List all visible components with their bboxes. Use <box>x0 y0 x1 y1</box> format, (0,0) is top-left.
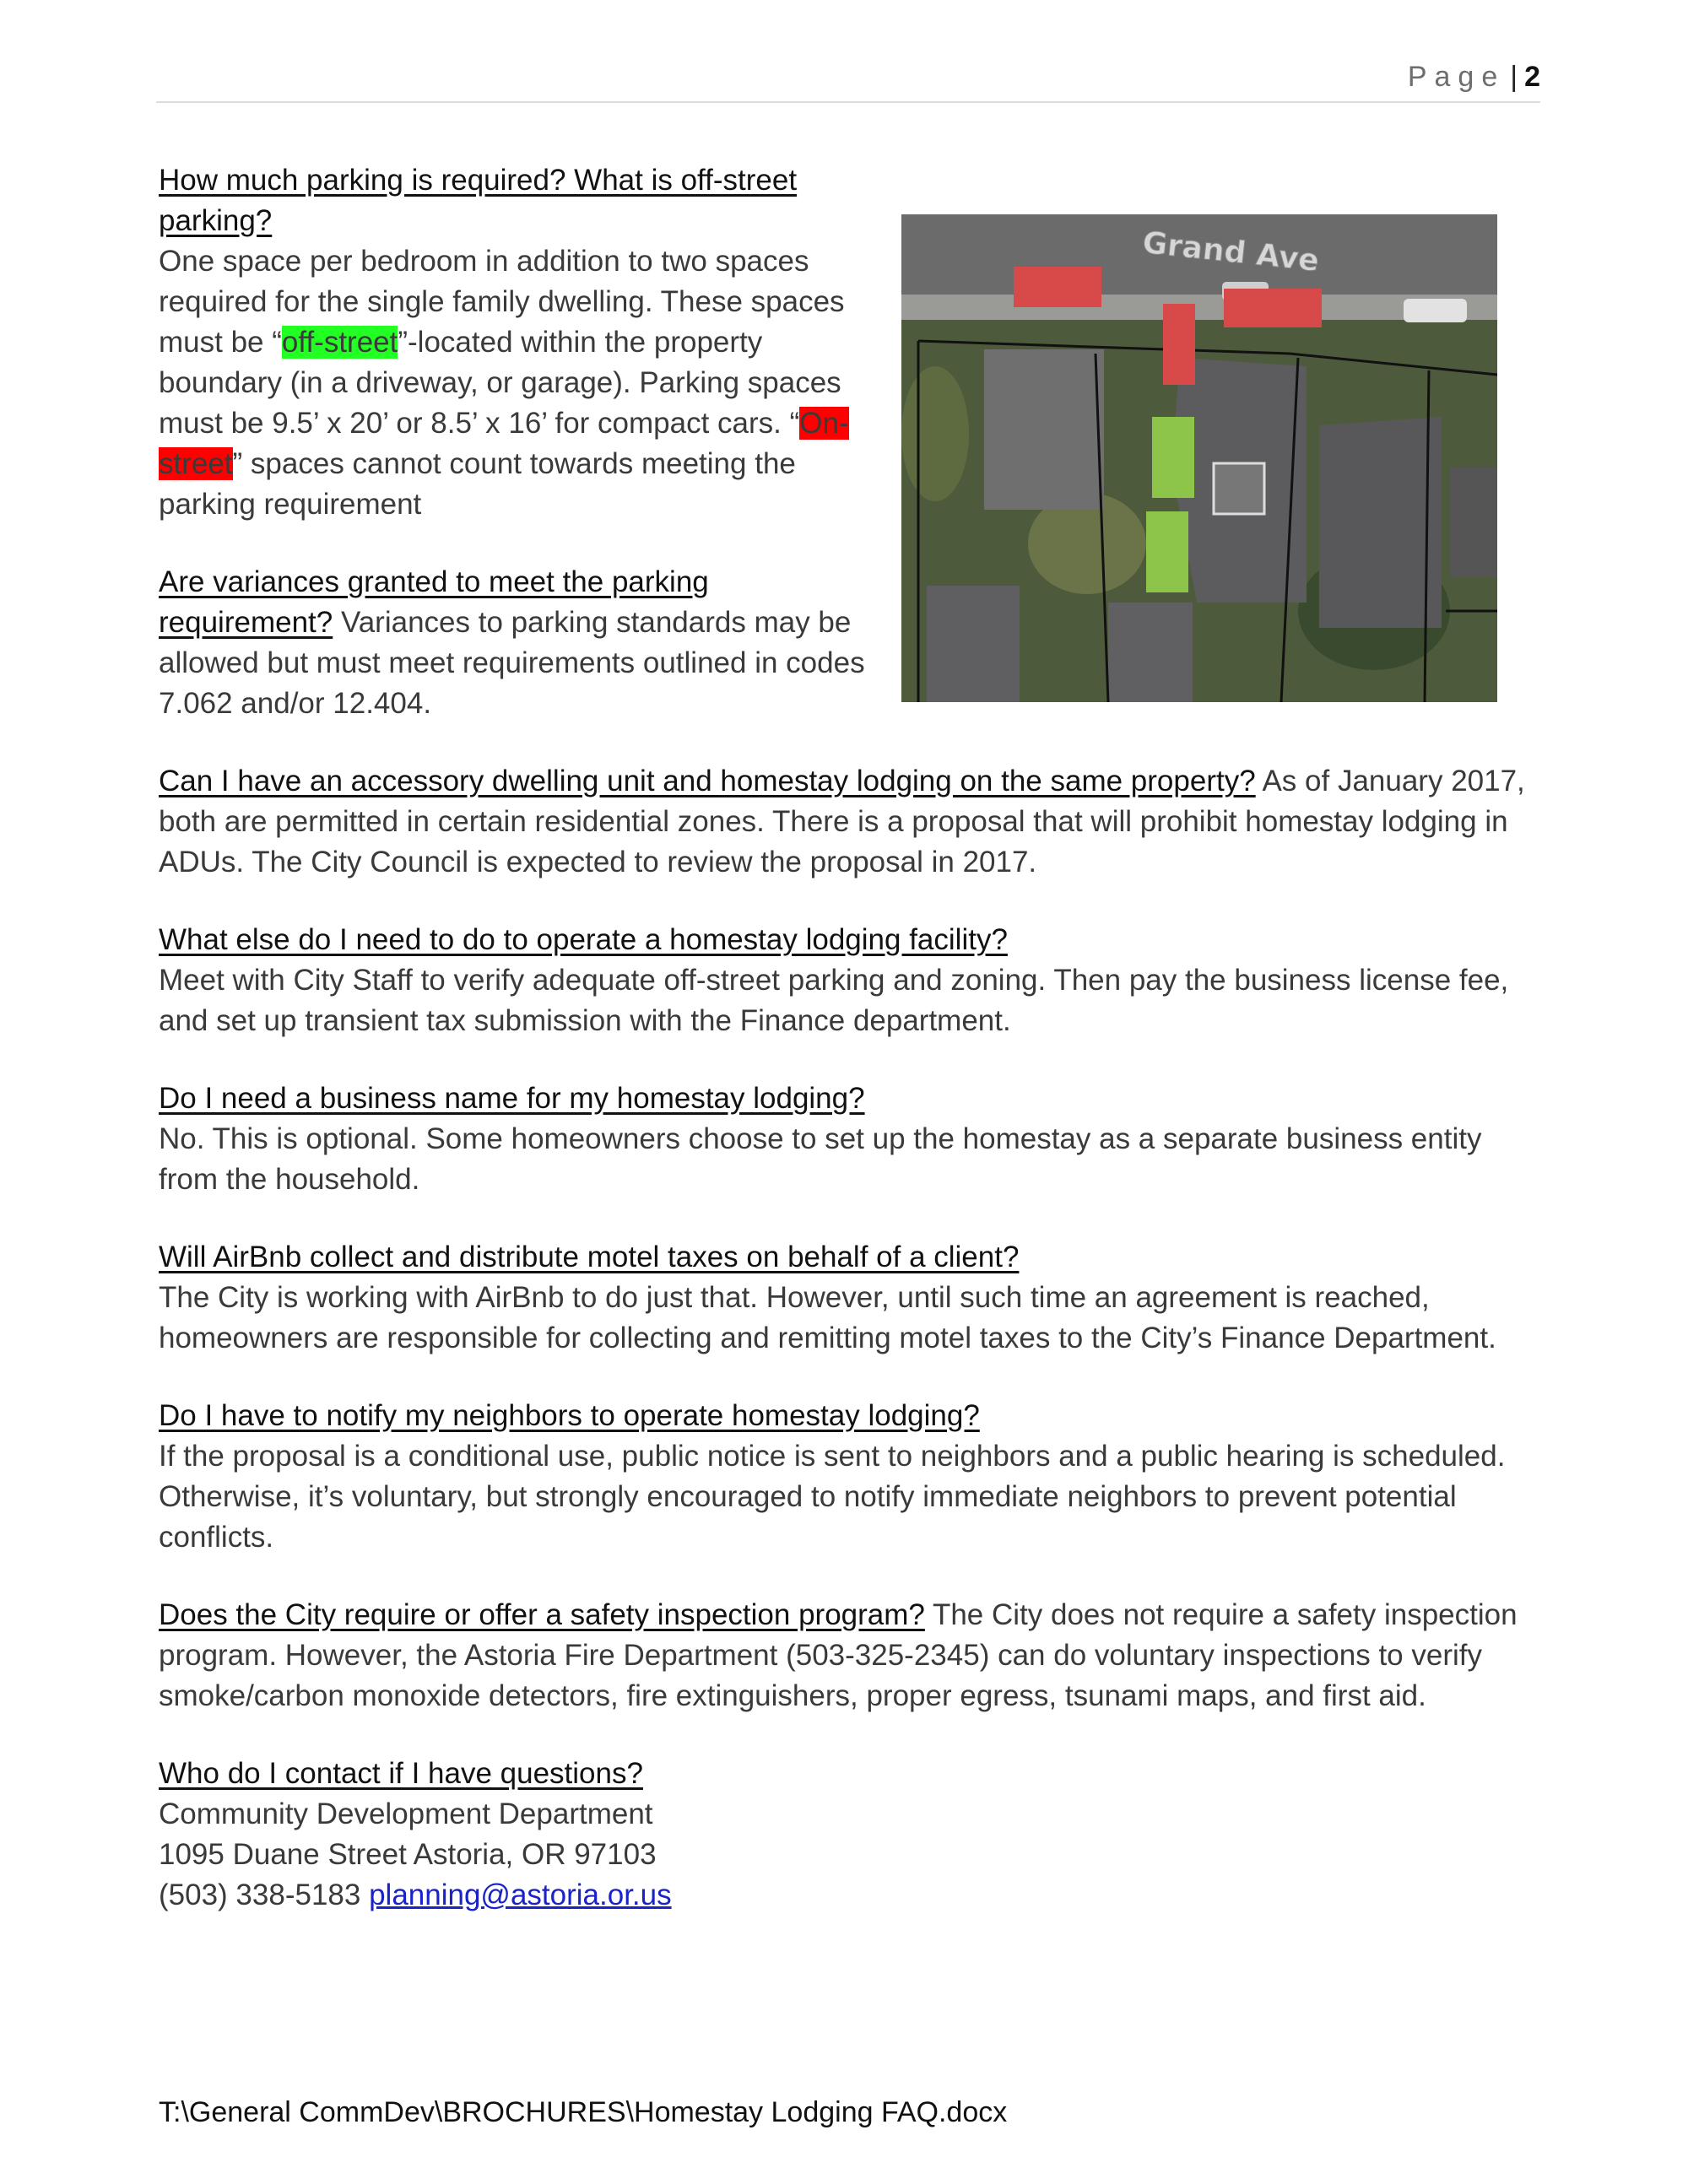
faq-question: What else do I need to do to operate a homestay lodging facility? <box>159 923 1008 956</box>
faq-section-adu <box>159 761 1543 883</box>
faq-section-operate <box>159 920 1543 1041</box>
faq-section-neighbors <box>159 1396 1543 1558</box>
page-number: 2 <box>1524 61 1540 93</box>
faq-question: Can I have an accessory dwelling unit and homestay lodging on the same property? <box>159 765 1256 797</box>
contact-email-link[interactable]: planning@astoria.or.us <box>369 1879 672 1911</box>
faq-section-parking <box>159 160 876 525</box>
faq-answer: No. This is optional. Some homeowners choose to set up the homestay as a separate business entity from the household. <box>159 1122 1482 1196</box>
page-number-label <box>1408 61 1540 94</box>
off-street-highlight: off-street <box>281 326 398 359</box>
street-label: Grand Ave <box>1140 225 1321 279</box>
page-separator: | <box>1510 61 1518 93</box>
contact-department: Community Development Department <box>159 1797 653 1830</box>
faq-section-contact <box>159 1754 1543 1916</box>
faq-answer: The City does not require a safety inspection program. However, the Astoria Fire Department (503-325-2345) can do voluntary inspections to verify smoke/carbon monoxide detectors, fire extinguishers, proper egress, tsunami maps, and first aid. <box>159 1598 1518 1712</box>
faq-answer: As of January 2017, both are permitted in certain residential zones. There is a proposal that will prohibit homestay lodging in ADUs. The City Council is expected to review the proposal in 2017. <box>159 765 1525 878</box>
faq-answer: The City is working with AirBnb to do just that. However, until such time an agreement is reached, homeowners are responsible for collecting and remitting motel taxes to the City’s Finance Department. <box>159 1281 1496 1354</box>
faq-content <box>159 160 1543 1953</box>
faq-question: Are variances granted to meet the parking requirement? <box>159 565 709 639</box>
page-header <box>156 59 1540 103</box>
faq-question: Do I need a business name for my homestay lodging? <box>159 1082 865 1115</box>
faq-section-motel-taxes <box>159 1237 1543 1359</box>
faq-question: Who do I contact if I have questions? <box>159 1757 643 1790</box>
faq-answer: Meet with City Staff to verify adequate off-street parking and zoning. Then pay the business license fee, and set up transient tax submission with the Finance department. <box>159 964 1509 1037</box>
faq-answer-text: One space per bedroom in addition to two spaces required for the single family dwelling. These spaces must be “ <box>159 245 845 359</box>
faq-question: Does the City require or offer a safety inspection program? <box>159 1598 925 1631</box>
on-street-highlight: On-street <box>159 407 849 480</box>
faq-answer: If the proposal is a conditional use, public notice is sent to neighbors and a public hearing is scheduled. Otherwise, it’s voluntary, but strongly encouraged to notify immediate neighbors to prevent potential conflicts. <box>159 1440 1506 1554</box>
faq-section-safety <box>159 1595 1543 1716</box>
faq-answer: Variances to parking standards may be allowed but must meet requirements outlined in codes 7.062 and/or 12.404. <box>159 606 865 720</box>
footer-file-path: T:\General CommDev\BROCHURES\Homestay Lodging FAQ.docx <box>159 2096 1008 2128</box>
faq-question: How much parking is required? What is off-street parking? <box>159 164 798 237</box>
faq-question: Will AirBnb collect and distribute motel taxes on behalf of a client? <box>159 1241 1020 1273</box>
faq-answer-text: ”-located within the property boundary (in a driveway, or garage). Parking spaces must be 9.5’ x 20’ or 8.5’ x 16’ for compact cars. “ <box>159 326 841 440</box>
page-word: Page <box>1407 61 1506 93</box>
faq-question: Do I have to notify my neighbors to operate homestay lodging? <box>159 1399 980 1432</box>
contact-address: 1095 Duane Street Astoria, OR 97103 <box>159 1838 657 1871</box>
contact-phone: (503) 338-5183 <box>159 1879 370 1911</box>
faq-section-variances <box>159 562 876 724</box>
faq-answer-text: ” spaces cannot count towards meeting the parking requirement <box>159 447 796 521</box>
faq-section-business-name <box>159 1078 1543 1200</box>
